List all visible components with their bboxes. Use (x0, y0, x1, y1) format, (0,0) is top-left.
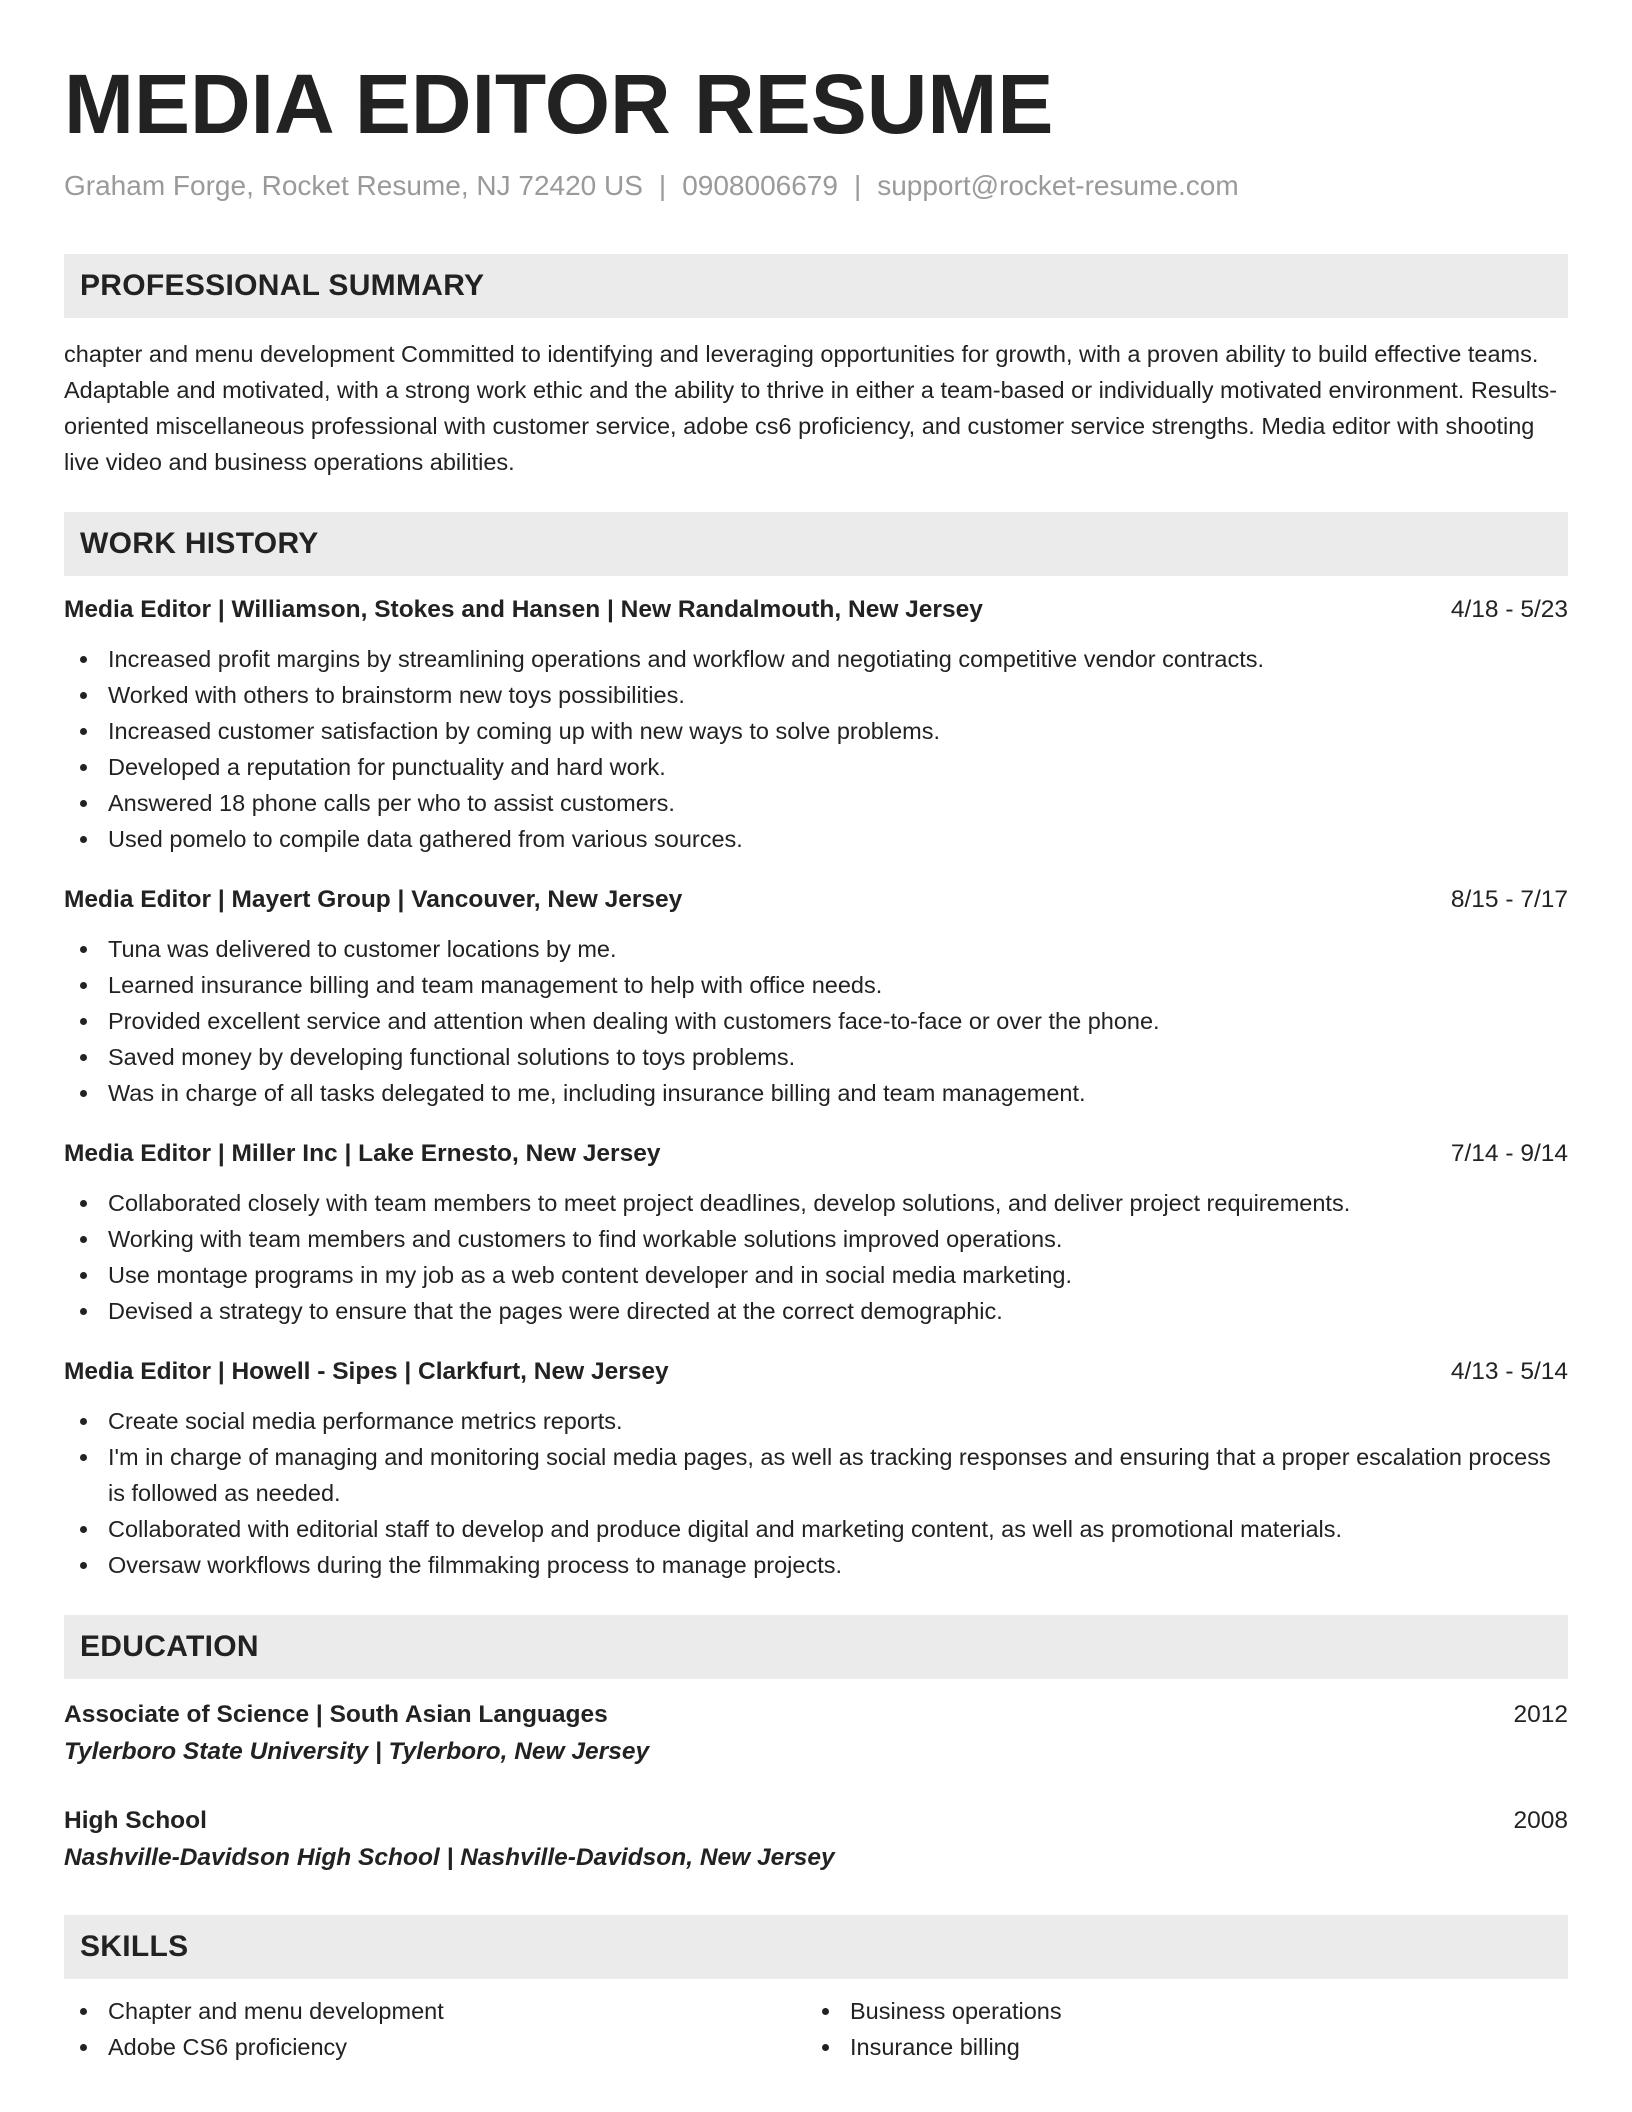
bullet-dot-icon (80, 800, 87, 807)
education-entry (64, 1697, 1568, 1771)
bullet-dot-icon (80, 1418, 87, 1425)
work-history-heading: WORK HISTORY (64, 512, 1568, 576)
bullet-item: Increased customer satisfaction by coming up with new ways to solve problems. (64, 713, 1568, 749)
bullet-item: Learned insurance billing and team management to help with office needs. (64, 967, 1568, 1003)
skill-item: Chapter and menu development (64, 1993, 806, 2029)
bullet-dot-icon (80, 764, 87, 771)
bullet-dot-icon (80, 1236, 87, 1243)
bullet-dot-icon (822, 2044, 829, 2051)
bullet-item: Was in charge of all tasks delegated to me, including insurance billing and team management. (64, 1075, 1568, 1111)
education-year: 2012 (1513, 1701, 1568, 1728)
contact-separator: | (658, 170, 667, 201)
bullet-dot-icon (80, 1308, 87, 1315)
summary-text: chapter and menu development Committed to identifying and leveraging opportunities for growth, with a proven ability to build effective teams. Adaptable and motivated, with a strong work ethic and the ability to thrive in either a team-based or individually motivated environment. Results-oriented miscellaneous professional with customer service, adobe cs6 proficiency, and customer service strengths. Media editor with shooting live video and business operations abilities. (64, 341, 1558, 475)
job-title: Media Editor | Howell - Sipes | Clarkfurt, New Jersey (64, 1358, 669, 1385)
job-entry (64, 593, 1568, 857)
job-title: Media Editor | Mayert Group | Vancouver, New Jersey (64, 886, 683, 913)
education-school: Nashville-Davidson High School | Nashville-Davidson, New Jersey (64, 1844, 835, 1871)
bullet-item: Used pomelo to compile data gathered from various sources. (64, 821, 1568, 857)
bullet-dot-icon (80, 1454, 87, 1461)
skill-item: Insurance billing (806, 2029, 1548, 2065)
bullet-dot-icon (80, 982, 87, 989)
bullet-dot-icon (80, 1526, 87, 1533)
bullet-dot-icon (80, 656, 87, 663)
contact-line (64, 168, 1568, 204)
skill-item: Adobe CS6 proficiency (64, 2029, 806, 2065)
bullet-item: Use montage programs in my job as a web content developer and in social media marketing. (64, 1257, 1568, 1293)
job-dates: 4/13 - 5/14 (1450, 1358, 1568, 1385)
bullet-item: Collaborated closely with team members to meet project deadlines, develop solutions, and deliver project requirements. (64, 1185, 1568, 1221)
bullet-dot-icon (80, 728, 87, 735)
education-entry (64, 1803, 1568, 1877)
job-dates: 8/15 - 7/17 (1450, 886, 1568, 913)
job-title: Media Editor | Miller Inc | Lake Ernesto, New Jersey (64, 1140, 661, 1167)
education-school: Tylerboro State University | Tylerboro, New Jersey (64, 1738, 650, 1765)
job-title: Media Editor | Williamson, Stokes and Hansen | New Randalmouth, New Jersey (64, 596, 983, 623)
bullet-dot-icon (80, 1272, 87, 1279)
contact-address: Graham Forge, Rocket Resume, NJ 72420 US (64, 170, 643, 201)
bullet-item: Answered 18 phone calls per who to assist customers. (64, 785, 1568, 821)
bullet-dot-icon (80, 1200, 87, 1207)
job-bullets (64, 1185, 1568, 1329)
contact-email: support@rocket-resume.com (877, 170, 1239, 201)
job-bullets (64, 931, 1568, 1111)
bullet-item: Oversaw workflows during the filmmaking process to manage projects. (64, 1547, 1568, 1583)
bullet-item: Saved money by developing functional solutions to toys problems. (64, 1039, 1568, 1075)
contact-separator: | (853, 170, 862, 201)
bullet-item: Developed a reputation for punctuality and hard work. (64, 749, 1568, 785)
bullet-dot-icon (80, 1054, 87, 1061)
bullet-item: Create social media performance metrics reports. (64, 1403, 1568, 1439)
skills-heading: SKILLS (64, 1915, 1568, 1979)
skills-column-right (806, 1993, 1548, 2065)
bullet-item: Working with team members and customers to find workable solutions improved operations. (64, 1221, 1568, 1257)
resume-title: MEDIA EDITOR RESUME (64, 57, 1054, 151)
contact-phone: 0908006679 (682, 170, 838, 201)
job-bullets (64, 1403, 1568, 1583)
bullet-dot-icon (80, 1562, 87, 1569)
bullet-item: Worked with others to brainstorm new toys possibilities. (64, 677, 1568, 713)
job-entry (64, 883, 1568, 1111)
job-dates: 7/14 - 9/14 (1450, 1140, 1568, 1167)
bullet-dot-icon (80, 2044, 87, 2051)
job-entry (64, 1137, 1568, 1329)
bullet-item: Tuna was delivered to customer locations by me. (64, 931, 1568, 967)
summary-heading: PROFESSIONAL SUMMARY (64, 254, 1568, 318)
skill-item: Business operations (806, 1993, 1548, 2029)
bullet-item: Provided excellent service and attention when dealing with customers face-to-face or over the phone. (64, 1003, 1568, 1039)
bullet-dot-icon (80, 692, 87, 699)
bullet-item: I'm in charge of managing and monitoring social media pages, as well as tracking responses and ensuring that a proper escalation process is followed as needed. (64, 1439, 1568, 1511)
job-bullets (64, 641, 1568, 857)
bullet-dot-icon (822, 2008, 829, 2015)
bullet-dot-icon (80, 1090, 87, 1097)
bullet-dot-icon (80, 1018, 87, 1025)
education-year: 2008 (1513, 1807, 1568, 1834)
bullet-dot-icon (80, 836, 87, 843)
bullet-dot-icon (80, 2008, 87, 2015)
bullet-item: Increased profit margins by streamlining operations and workflow and negotiating competitive vendor contracts. (64, 641, 1568, 677)
bullet-item: Devised a strategy to ensure that the pages were directed at the correct demographic. (64, 1293, 1568, 1329)
job-entry (64, 1355, 1568, 1583)
skills-list (64, 1993, 1568, 2065)
skills-column-left (64, 1993, 806, 2065)
education-degree: High School (64, 1807, 207, 1834)
education-degree: Associate of Science | South Asian Languages (64, 1701, 608, 1728)
education-heading: EDUCATION (64, 1615, 1568, 1679)
bullet-item: Collaborated with editorial staff to develop and produce digital and marketing content, as well as promotional materials. (64, 1511, 1568, 1547)
bullet-dot-icon (80, 946, 87, 953)
job-dates: 4/18 - 5/23 (1450, 596, 1568, 623)
